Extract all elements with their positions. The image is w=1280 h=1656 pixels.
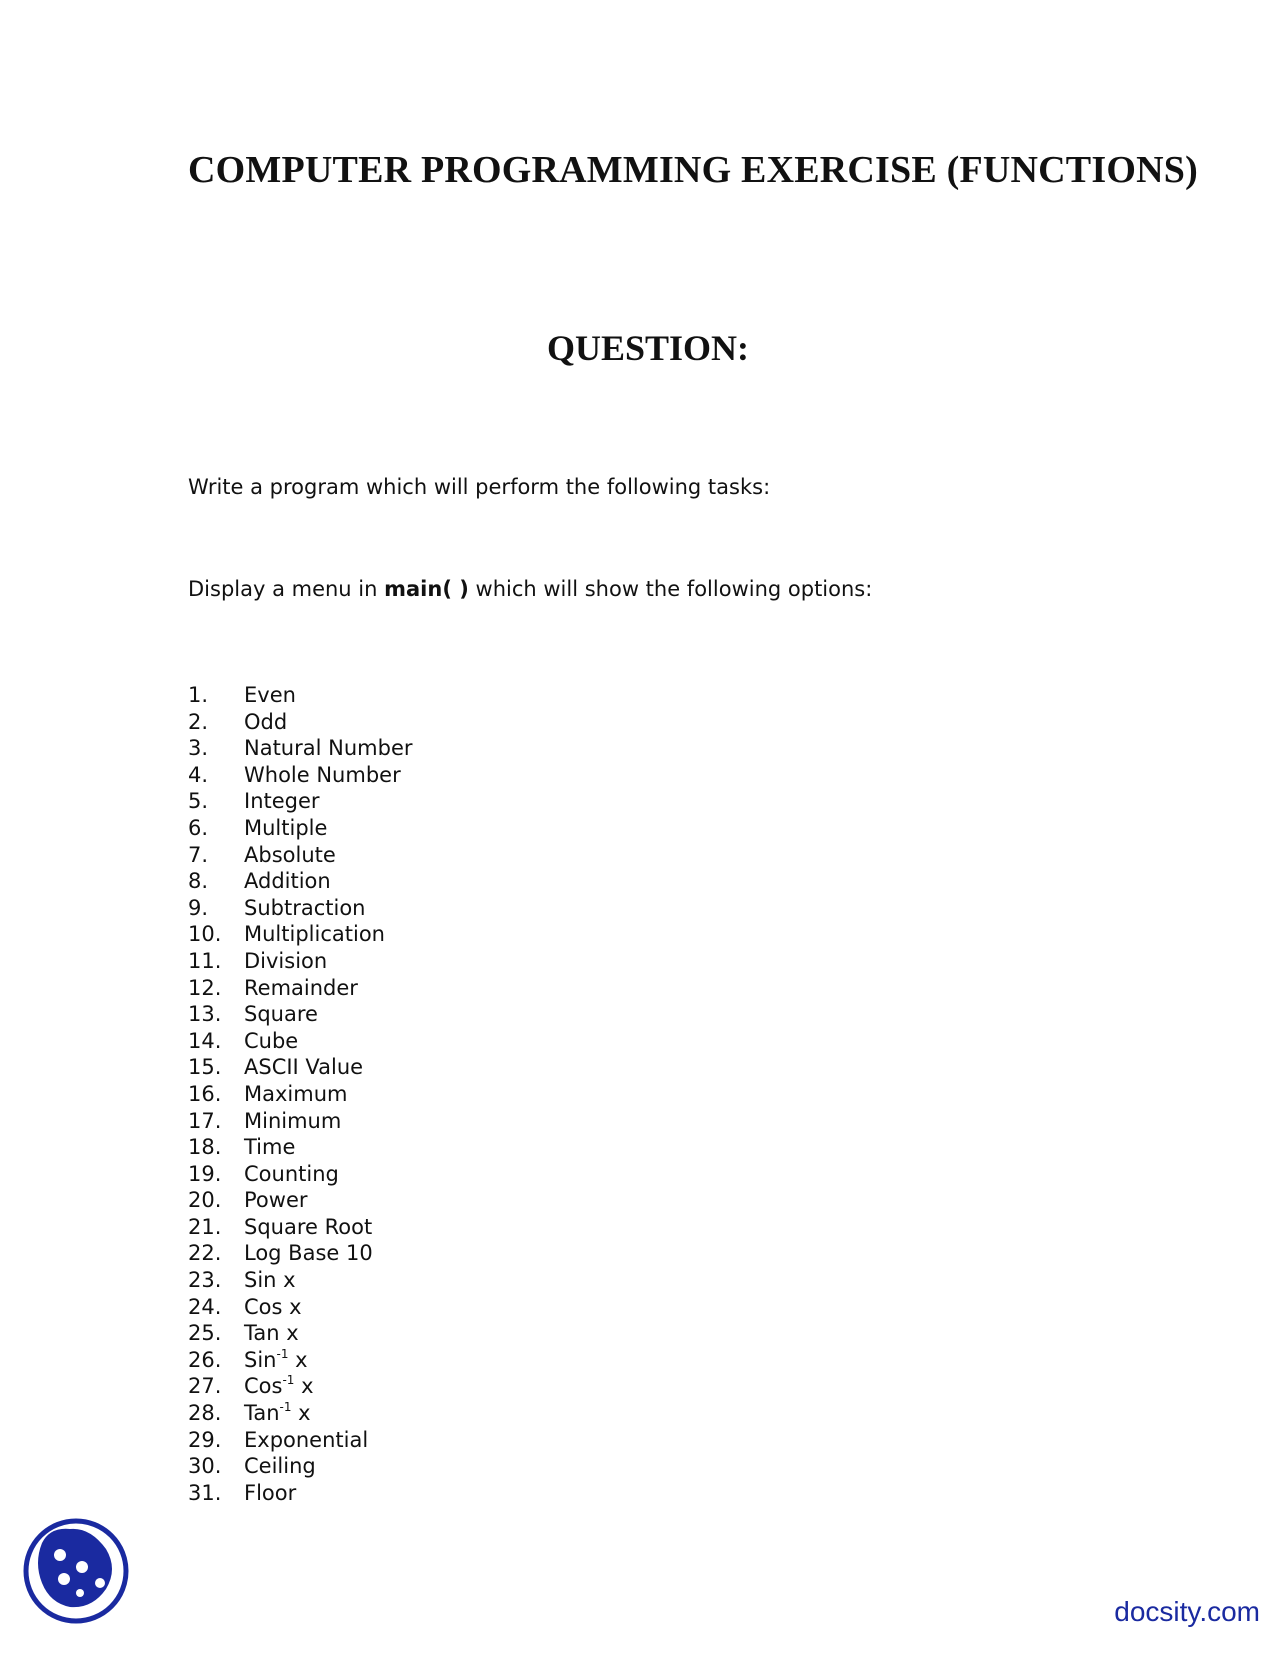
menu-suffix: which will show the following options: <box>468 577 873 601</box>
option-item <box>188 1320 413 1347</box>
option-item <box>188 1108 413 1135</box>
option-number: 22. <box>188 1241 222 1266</box>
option-number: 26. <box>188 1347 222 1372</box>
option-number: 9. <box>188 895 209 920</box>
option-label: Counting <box>244 1161 339 1186</box>
docsity-brand[interactable]: docsity.com <box>1114 1596 1260 1627</box>
option-item <box>188 1134 413 1161</box>
option-label: Minimum <box>244 1108 342 1133</box>
option-number: 3. <box>188 736 209 761</box>
option-label: Natural Number <box>244 736 413 761</box>
option-number: 29. <box>188 1427 222 1452</box>
option-item <box>188 842 413 869</box>
option-number: 20. <box>188 1188 222 1213</box>
option-number: 2. <box>188 709 209 734</box>
option-label: Absolute <box>244 842 336 867</box>
option-label: Square Root <box>244 1214 373 1239</box>
option-superscript: -1 <box>282 1373 295 1388</box>
option-label: Multiple <box>244 815 328 840</box>
option-item <box>188 921 413 948</box>
option-item <box>188 1427 413 1454</box>
option-label: Multiplication <box>244 922 385 947</box>
menu-prefix: Display a menu in <box>188 577 385 601</box>
option-label: Power <box>244 1188 308 1213</box>
option-label: Odd <box>244 709 288 734</box>
option-label: Log Base 10 <box>244 1241 373 1266</box>
option-item <box>188 682 413 709</box>
option-label-tail: x <box>288 1347 308 1372</box>
option-label: Square <box>244 1002 318 1027</box>
main-function-code: main( ) <box>384 577 469 601</box>
option-item <box>188 1453 413 1480</box>
option-number: 12. <box>188 975 222 1000</box>
option-item <box>188 762 413 789</box>
option-label: Whole Number <box>244 762 401 787</box>
title-text: COMPUTER PROGRAMMING EXERCISE (FUNCTIONS) <box>188 149 1198 191</box>
option-number: 17. <box>188 1108 222 1133</box>
option-label: Ceiling <box>244 1454 316 1479</box>
option-label: Integer <box>244 789 320 814</box>
option-item <box>188 788 413 815</box>
option-number: 30. <box>188 1454 222 1479</box>
option-label: Subtraction <box>244 895 366 920</box>
option-number: 23. <box>188 1268 222 1293</box>
option-number: 4. <box>188 762 209 787</box>
option-number: 27. <box>188 1374 222 1399</box>
option-superscript: -1 <box>276 1346 289 1361</box>
option-number: 6. <box>188 815 209 840</box>
option-item <box>188 948 413 975</box>
option-label: ASCII Value <box>244 1055 364 1080</box>
option-item <box>188 735 413 762</box>
option-label: Even <box>244 683 296 707</box>
option-item <box>188 1400 413 1427</box>
option-item <box>188 1347 413 1374</box>
option-number: 11. <box>188 948 222 973</box>
option-number: 14. <box>188 1028 222 1053</box>
option-number: 19. <box>188 1161 222 1186</box>
option-label: Exponential <box>244 1427 369 1452</box>
options-list <box>188 682 413 1506</box>
intro-text: Write a program which will perform the following tasks: <box>188 475 771 499</box>
option-item <box>188 1373 413 1400</box>
option-number: 5. <box>188 789 209 814</box>
option-label: Cos x <box>244 1294 302 1319</box>
option-label: Addition <box>244 869 331 894</box>
menu-instruction <box>188 577 872 601</box>
page-title <box>188 148 1198 192</box>
question-heading: QUESTION: <box>546 328 750 368</box>
option-label: Sin x <box>244 1268 296 1293</box>
option-item <box>188 1081 413 1108</box>
option-number: 7. <box>188 842 209 867</box>
option-item <box>188 868 413 895</box>
option-number: 1. <box>188 683 209 707</box>
option-label: Tan <box>244 1401 280 1426</box>
option-label: Cube <box>244 1028 299 1053</box>
option-item <box>188 975 413 1002</box>
option-item <box>188 1214 413 1241</box>
option-superscript: -1 <box>279 1400 292 1415</box>
option-number: 21. <box>188 1214 222 1239</box>
option-number: 25. <box>188 1321 222 1346</box>
option-item <box>188 1240 413 1267</box>
option-item <box>188 1267 413 1294</box>
option-number: 31. <box>188 1480 222 1505</box>
option-number: 18. <box>188 1135 222 1160</box>
option-item <box>188 709 413 736</box>
option-label: Division <box>244 948 328 973</box>
option-label-tail: x <box>291 1401 311 1426</box>
option-label: Cos <box>244 1374 283 1399</box>
option-label: Time <box>244 1135 296 1160</box>
option-label-tail: x <box>294 1374 314 1399</box>
option-item <box>188 815 413 842</box>
option-item <box>188 1028 413 1055</box>
option-item <box>188 1054 413 1081</box>
option-label: Maximum <box>244 1081 348 1106</box>
option-item <box>188 1294 413 1321</box>
option-number: 10. <box>188 922 222 947</box>
option-number: 28. <box>188 1401 222 1426</box>
option-number: 8. <box>188 869 209 894</box>
option-number: 16. <box>188 1081 222 1106</box>
docsity-ladybug-logo-icon <box>20 1515 132 1627</box>
option-item <box>188 1480 413 1507</box>
option-item <box>188 1161 413 1188</box>
option-number: 15. <box>188 1055 222 1080</box>
option-label: Remainder <box>244 975 358 1000</box>
option-item <box>188 1187 413 1214</box>
option-number: 24. <box>188 1294 222 1319</box>
option-item <box>188 1001 413 1028</box>
option-label: Tan x <box>244 1321 299 1346</box>
option-label: Floor <box>244 1480 297 1505</box>
option-label: Sin <box>244 1347 277 1372</box>
option-number: 13. <box>188 1002 222 1027</box>
option-item <box>188 895 413 922</box>
